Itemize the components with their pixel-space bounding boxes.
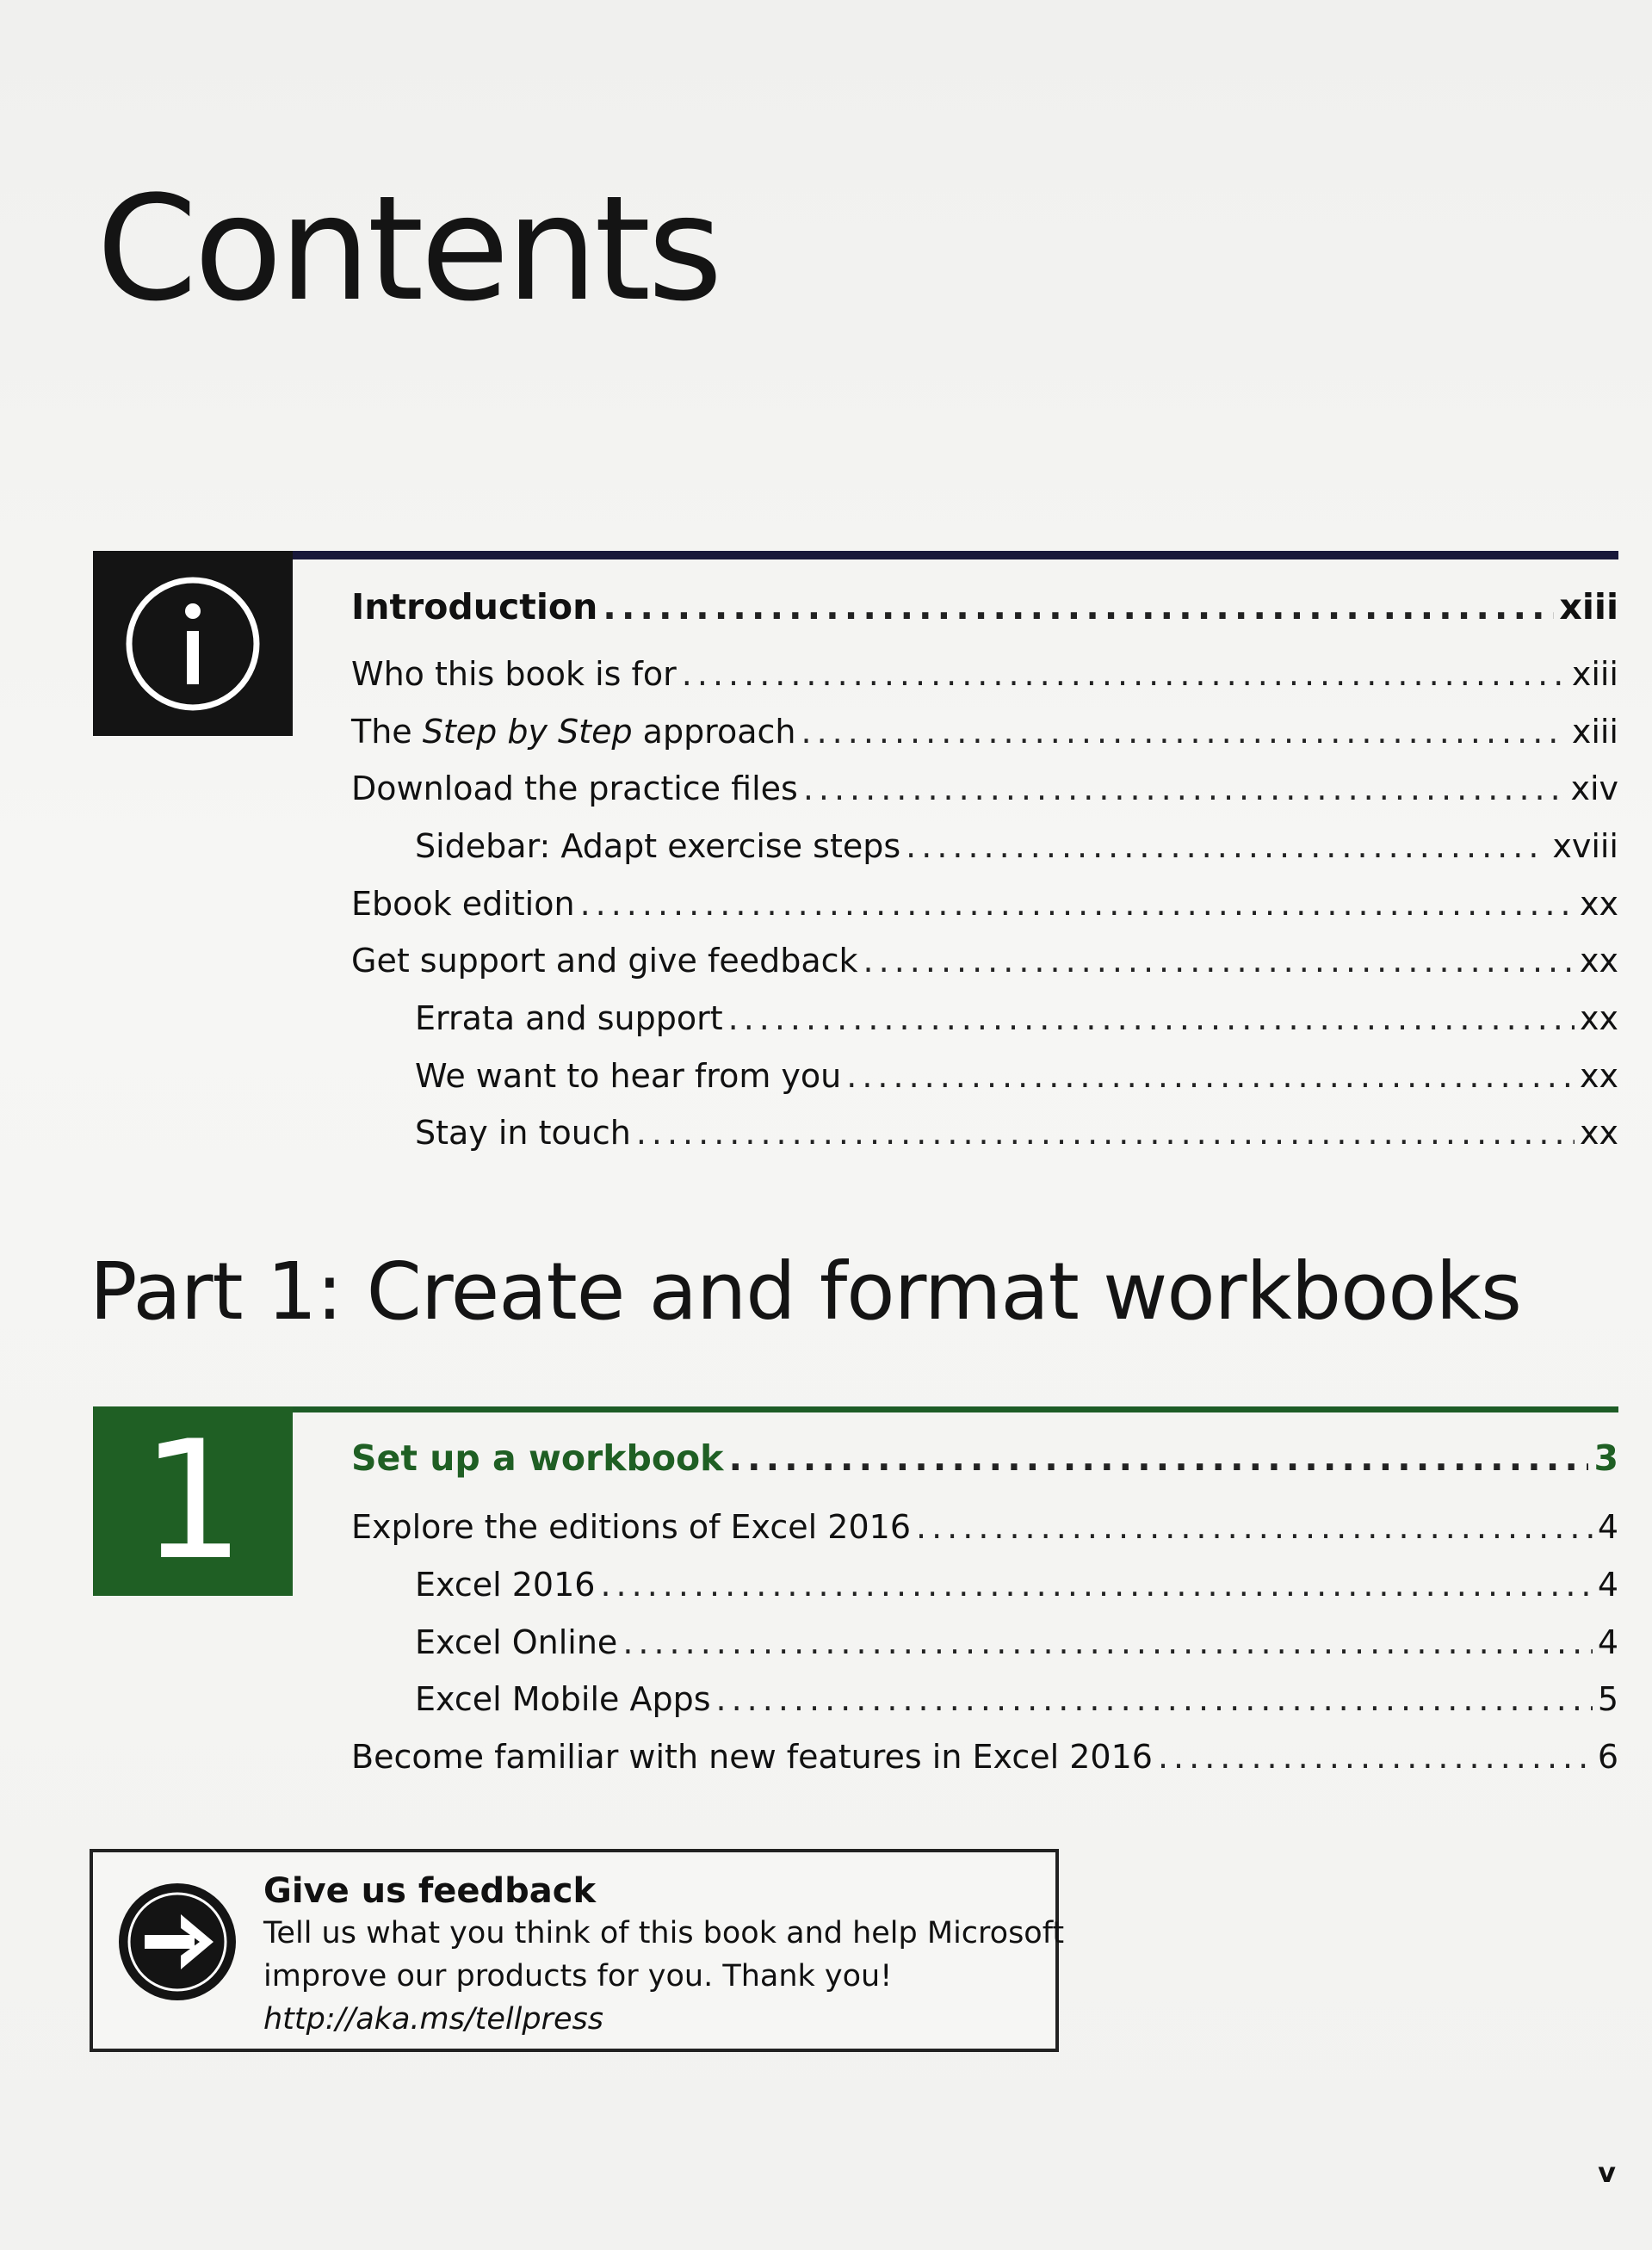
chapter-1-section	[93, 1406, 1618, 1785]
feedback-text-line-2: improve our products for you. Thank you!	[263, 1959, 893, 1993]
feedback-text-line-1: Tell us what you think of this book and help Microsoft	[263, 1916, 1065, 1950]
toc-entry-sidebar-adapt-exercise-steps[interactable]: Sidebar: Adapt exercise steps ..... xviii	[415, 820, 1618, 872]
toc-entry-we-want-to-hear-from-you[interactable]: We want to hear from you ..... xx	[415, 1050, 1618, 1102]
arrow-right-circle-icon	[117, 1882, 238, 2002]
toc-entry-explore-editions[interactable]: Explore the editions of Excel 2016 ..... 4	[351, 1501, 1618, 1553]
chapter-number: 1	[140, 1406, 245, 1596]
toc-entry-excel-online[interactable]: Excel Online ..... 4	[415, 1616, 1618, 1668]
part-title: Part 1: Create and format workbooks	[90, 1246, 1521, 1338]
page-number: v	[1598, 2156, 1616, 2189]
toc-entry-get-support-and-feedback[interactable]: Get support and give feedback ..... xx	[351, 935, 1618, 986]
section-rule	[93, 1406, 1618, 1412]
toc-entry-excel-mobile-apps[interactable]: Excel Mobile Apps ..... 5	[415, 1673, 1618, 1725]
toc-entry-ebook-edition[interactable]: Ebook edition ..... xx	[351, 878, 1618, 930]
page-title: Contents	[96, 164, 720, 333]
info-icon	[120, 571, 266, 717]
section-rule	[93, 551, 1618, 559]
toc-entry-step-by-step-approach[interactable]: The Step by Step approach ..... xiii	[351, 706, 1618, 757]
feedback-box	[90, 1849, 1065, 2052]
chapter-1-badge	[93, 1406, 293, 1596]
toc-entry-stay-in-touch[interactable]: Stay in touch ..... xx	[415, 1107, 1618, 1159]
introduction-section	[93, 551, 1618, 1152]
toc-entry-new-features[interactable]: Become familiar with new features in Excel 2016 ..... 6	[351, 1731, 1618, 1783]
toc-entry-who-this-book-is-for[interactable]: Who this book is for ..... xiii	[351, 648, 1618, 700]
toc-entry-introduction[interactable]: Introduction ..... xiii	[351, 581, 1618, 633]
toc-entry-excel-2016[interactable]: Excel 2016 ..... 4	[415, 1559, 1618, 1610]
introduction-badge	[93, 551, 293, 736]
toc-entry-set-up-a-workbook[interactable]: Set up a workbook ..... 3	[351, 1432, 1618, 1484]
feedback-heading: Give us feedback	[263, 1871, 597, 1911]
toc-entry-download-practice-files[interactable]: Download the practice files ..... xiv	[351, 763, 1618, 814]
feedback-link[interactable]: http://aka.ms/tellpress	[263, 2002, 603, 2037]
toc-entry-errata-and-support[interactable]: Errata and support ..... xx	[415, 992, 1618, 1044]
